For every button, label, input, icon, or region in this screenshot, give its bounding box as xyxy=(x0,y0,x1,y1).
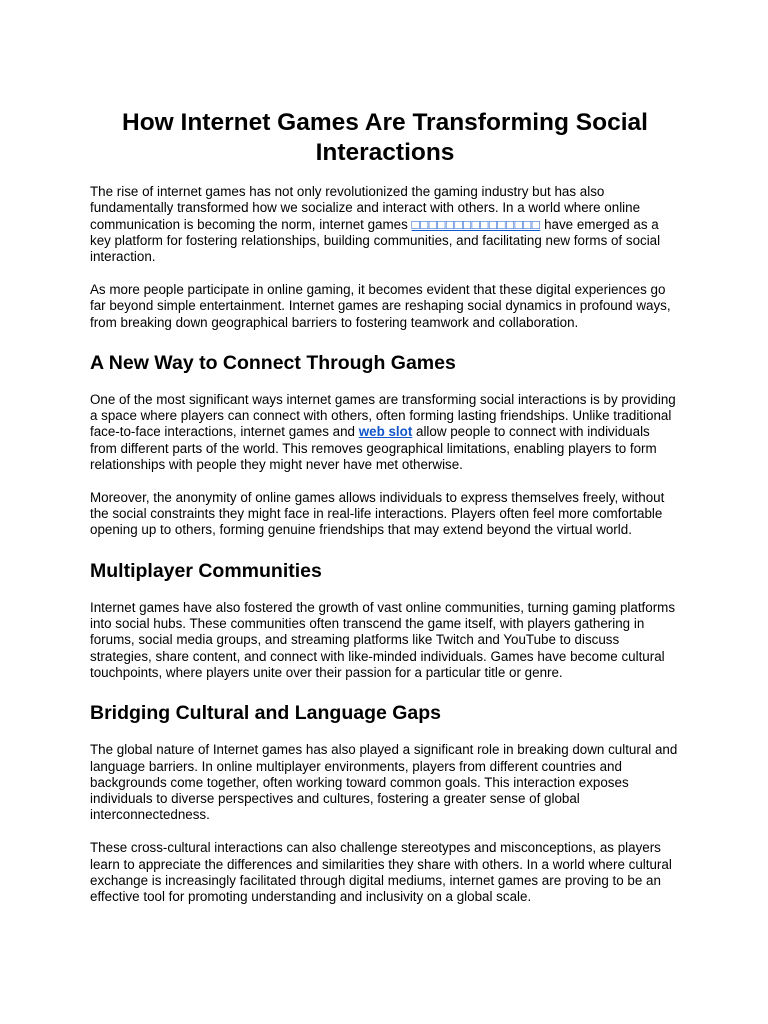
intro-paragraph-2: As more people participate in online gaming, it becomes evident that these digital experiences go far beyond simple entertainment. Internet games are reshaping social dynamics in profound ways, from breaking down geographical barriers to fostering teamwork and collaboration. xyxy=(90,281,671,330)
section1-p1-text-after: allow people to connect with individuals from different parts of the world. This removes geographical limitations, enabling players to form relationships with people they might never have met otherwise. xyxy=(90,424,657,473)
section3-paragraph-1: The global nature of Internet games has also played a significant role in breaking down cultural and language barriers. In online multiplayer environments, players from different countries and backgrounds come together, often working toward common goals. This interaction exposes individuals to diverse perspectives and cultures, fostering a greater sense of global interconnectedness. xyxy=(90,742,678,823)
web-slot-link[interactable]: web slot xyxy=(358,424,413,440)
section3-heading: Bridging Cultural and Language Gaps xyxy=(90,702,442,725)
intro-p1-text-before: The rise of internet games has not only revolutionized the gaming industry but has also fundamentally transformed how we socialize and interact with others. In a world where online communication is becoming the norm, internet games xyxy=(90,184,641,232)
intro-paragraph-1 xyxy=(90,184,680,265)
article-title: How Internet Games Are Transforming Social Interactions xyxy=(122,109,648,166)
section1-paragraph-2: Moreover, the anonymity of online games allows individuals to express themselves freely, without the social constraints they might face in real-life interactions. Players often feel more comfortable opening up to others, forming genuine friendships that may extend beyond the virtual world. xyxy=(90,489,665,538)
intro-p1-text-after: have emerged as a key platform for fostering relationships, building communities, and facilitating new forms of social interaction. xyxy=(90,216,661,265)
section2-paragraph-1: Internet games have also fostered the growth of vast online communities, turning gaming platforms into social hubs. These communities often transcend the game itself, with players gathering in forums, social media groups, and streaming platforms like Twitch and YouTube to discuss strategies, share content, and connect with like-minded individuals. Games have become cultural touchpoints, where players unite over their passion for a particular title or genre. xyxy=(90,599,676,680)
section1-paragraph-1 xyxy=(90,392,680,473)
section2-heading: Multiplayer Communities xyxy=(90,559,322,582)
section1-p1-text-before: One of the most significant ways internet games are transforming social interactions is by providing a space where players can connect with others, often forming lasting friendships. Unlike traditional face-to-face interactions, internet games and xyxy=(90,391,676,440)
section3-paragraph-2: These cross-cultural interactions can also challenge stereotypes and misconceptions, as players learn to appreciate the differences and similarities they share with others. In a world where cultural exchange is increasingly facilitated through digital mediums, internet games are proving to be an effective tool for promoting understanding and inclusivity on a global scale. xyxy=(90,840,672,905)
section1-heading: A New Way to Connect Through Games xyxy=(90,351,456,374)
intro-p1-link[interactable]: □□□□□□□□□□□□□□□ xyxy=(411,216,541,232)
